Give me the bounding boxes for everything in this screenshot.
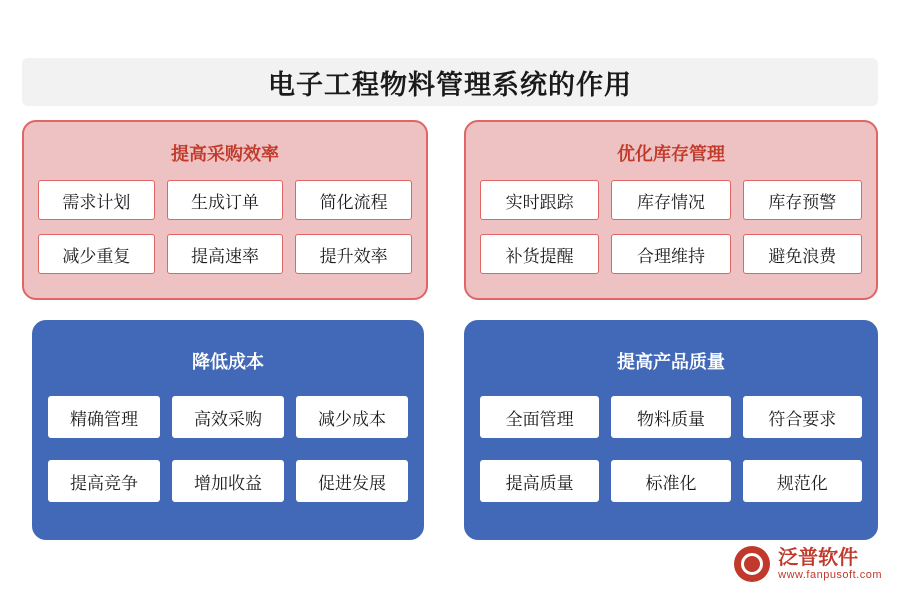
chip-item[interactable]: 物料质量 xyxy=(611,396,730,438)
brand-texts xyxy=(778,547,882,581)
panel-cost-reduction xyxy=(32,320,424,540)
chip-item[interactable]: 符合要求 xyxy=(743,396,862,438)
chip-item[interactable]: 提高竞争 xyxy=(48,460,160,502)
panel-title: 提高采购效率 xyxy=(171,144,279,164)
chip-item[interactable]: 标准化 xyxy=(611,460,730,502)
page-title-bar xyxy=(22,58,878,106)
chip-row xyxy=(34,396,422,438)
page-title: 电子工程物料管理系统的作用 xyxy=(268,69,632,100)
chip-item[interactable]: 提升效率 xyxy=(295,234,412,274)
panel-title: 优化库存管理 xyxy=(617,144,725,164)
chip-item[interactable]: 补货提醒 xyxy=(480,234,599,274)
chip-row xyxy=(466,460,876,502)
chip-item[interactable]: 减少成本 xyxy=(296,396,408,438)
chip-row xyxy=(24,234,426,274)
chip-item[interactable]: 高效采购 xyxy=(172,396,284,438)
chip-item[interactable]: 库存情况 xyxy=(611,180,730,220)
chip-item[interactable]: 合理维持 xyxy=(611,234,730,274)
chip-row xyxy=(466,396,876,438)
brand-logo xyxy=(734,546,882,582)
chip-row xyxy=(24,180,426,220)
chip-item[interactable]: 精确管理 xyxy=(48,396,160,438)
chip-row xyxy=(466,234,876,274)
panel-title: 降低成本 xyxy=(192,352,264,372)
chip-item[interactable]: 规范化 xyxy=(743,460,862,502)
chip-item[interactable]: 库存预警 xyxy=(743,180,862,220)
panel-product-quality xyxy=(464,320,878,540)
chip-row xyxy=(466,180,876,220)
chip-item[interactable]: 提高质量 xyxy=(480,460,599,502)
chip-row xyxy=(34,460,422,502)
chip-item[interactable]: 避免浪费 xyxy=(743,234,862,274)
chip-item[interactable]: 增加收益 xyxy=(172,460,284,502)
chip-item[interactable]: 简化流程 xyxy=(295,180,412,220)
brand-url: www.fanpusoft.com xyxy=(778,568,882,581)
chip-item[interactable]: 减少重复 xyxy=(38,234,155,274)
brand-name: 泛普软件 xyxy=(778,546,859,569)
chip-item[interactable]: 实时跟踪 xyxy=(480,180,599,220)
fanpu-circle-logo-icon xyxy=(734,546,770,582)
panel-purchase-efficiency xyxy=(22,120,428,300)
panel-inventory-optimization xyxy=(464,120,878,300)
chip-item[interactable]: 提高速率 xyxy=(167,234,284,274)
chip-item[interactable]: 促进发展 xyxy=(296,460,408,502)
chip-item[interactable]: 生成订单 xyxy=(167,180,284,220)
chip-item[interactable]: 需求计划 xyxy=(38,180,155,220)
panel-title: 提高产品质量 xyxy=(617,352,725,372)
chip-item[interactable]: 全面管理 xyxy=(480,396,599,438)
